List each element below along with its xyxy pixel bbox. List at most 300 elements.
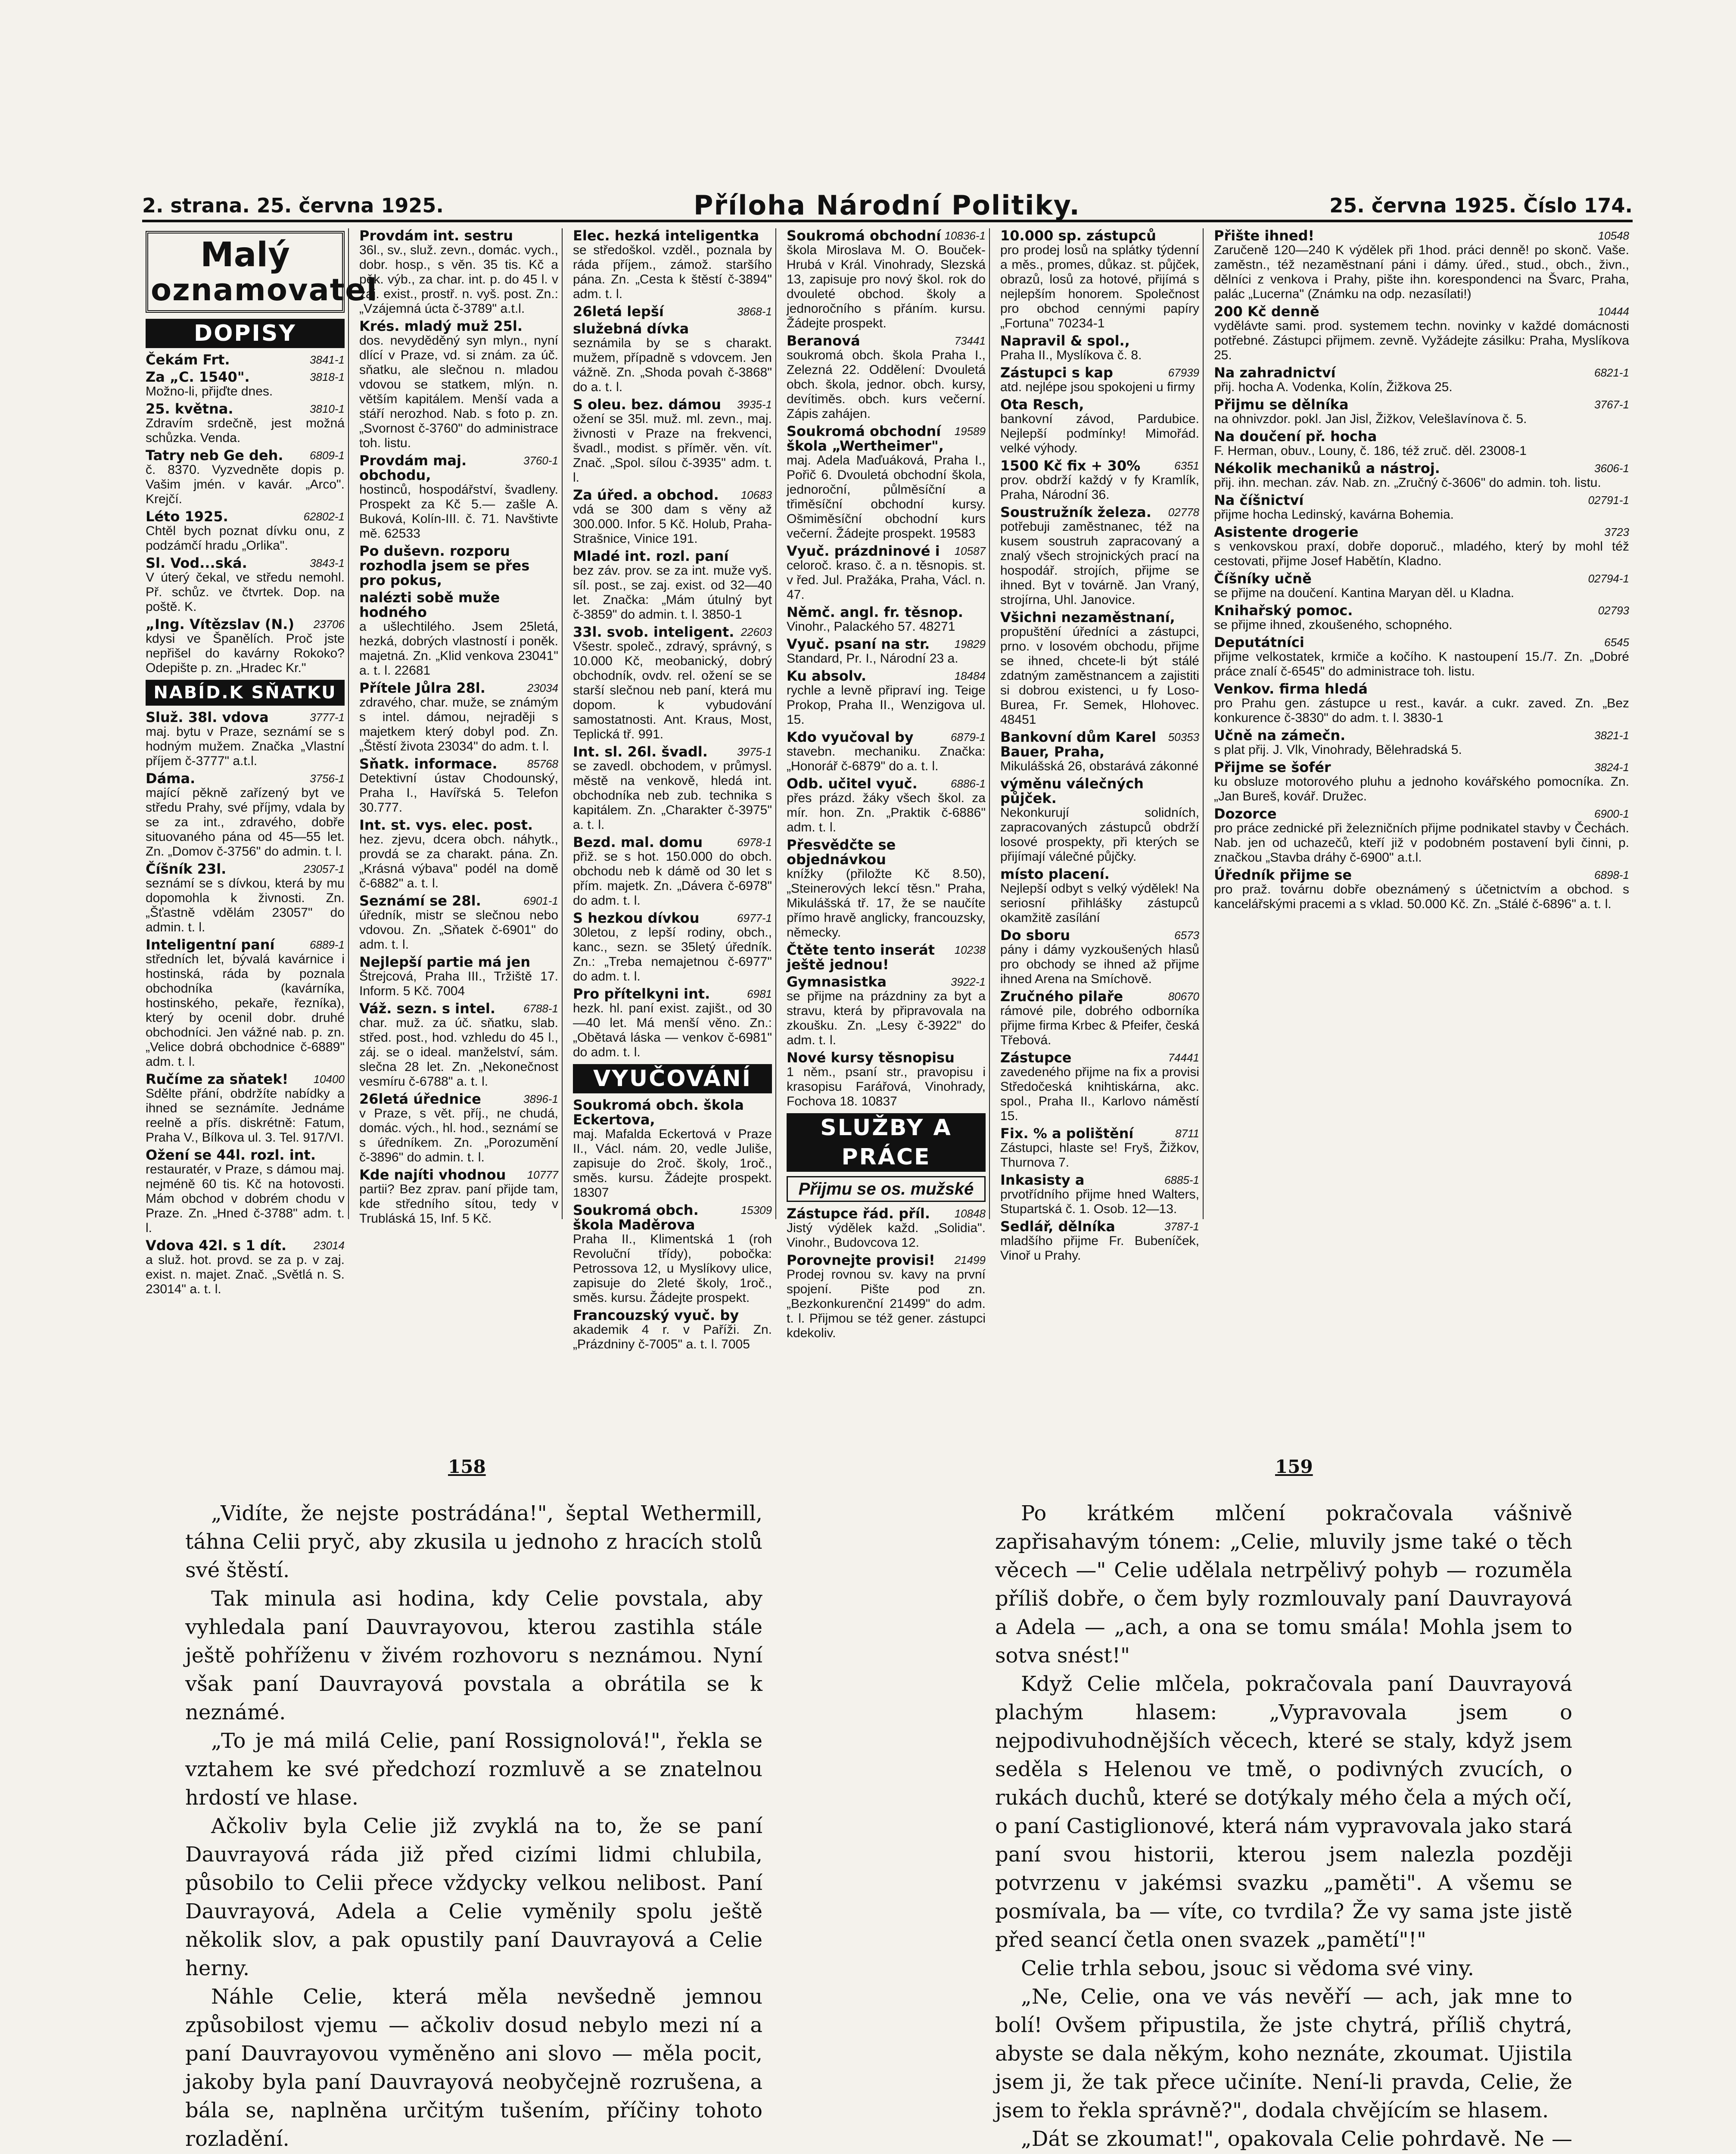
ad-code: 19589 bbox=[954, 425, 986, 438]
ad-code: 6900-1 bbox=[1594, 807, 1629, 820]
ad-headline: Inkasisty a bbox=[1000, 1172, 1085, 1188]
classified-ad bbox=[359, 1001, 558, 1089]
ad-code: 3824-1 bbox=[1594, 761, 1629, 774]
ad-headline: Přijmu se dělníka bbox=[1214, 396, 1349, 413]
classified-ad bbox=[1000, 1219, 1199, 1263]
ad-code: 6821-1 bbox=[1594, 366, 1629, 379]
classified-ad bbox=[146, 1072, 345, 1145]
ad-code: 6545 bbox=[1604, 636, 1629, 649]
ad-headline: Zástupce bbox=[1000, 1049, 1072, 1066]
ad-headline: Soukromá obch. škola Maděrova bbox=[573, 1202, 699, 1233]
ad-body: partii? Bez zprav. paní přijde tam, kde středního sítou, tedy v Trubláská 15, Inf. 5 Kč. bbox=[359, 1182, 558, 1226]
section-heading-sluzby: SLUŽBY A PRÁCE bbox=[787, 1113, 986, 1172]
ad-headline: Zástupce řád. příl. bbox=[787, 1205, 930, 1222]
ad-code: 3818-1 bbox=[310, 370, 345, 383]
ad-body: soukromá obch. škola Praha I., Zelezná 22. Oddělení: Dvouletá obch. škola, jednor. obch. kursy, devítiměs. obch. kurs večerní. Zápis zahájen. bbox=[787, 348, 986, 421]
ad-body: ožení se 35l. muž. ml. zevn., maj. živnosti v Praze na frekvenci, švadl., modist. s příměr. věn. vít. Znač. „Spol. sílou č-3935" adm. t. l. bbox=[573, 412, 772, 485]
classified-ad bbox=[1214, 603, 1629, 632]
classified-ad bbox=[573, 304, 772, 319]
ad-code: 50353 bbox=[1168, 731, 1199, 744]
ad-code: 3841-1 bbox=[310, 353, 345, 366]
ad-body: Detektivní ústav Chodounský, Praha I., Havířská 5. Telefon 30.777. bbox=[359, 771, 558, 815]
ad-code: 10238 bbox=[954, 943, 986, 956]
ad-body: hostinců, hospodářství, švadleny. Prospekt za Kč 5.— zašle A. Buková, Kolín-III. č. 71. Navštivte mě. 62533 bbox=[359, 482, 558, 541]
classified-ad bbox=[787, 605, 986, 634]
ad-code: 67939 bbox=[1168, 366, 1199, 379]
ad-body: akademik 4 r. v Paříži. Zn. „Prázdniny č-7005" a. t. l. 7005 bbox=[573, 1323, 772, 1351]
ad-body: Zástupci, hlaste se! Fryš, Žižkov, Thurnova 7. bbox=[1000, 1141, 1199, 1170]
ad-headline: Přítele Jůlra 28l. bbox=[359, 680, 485, 696]
classified-ad bbox=[146, 862, 345, 935]
ad-code: 3935-1 bbox=[737, 398, 772, 411]
section-heading-dopisy: DOPISY bbox=[146, 319, 345, 348]
ad-code: 3777-1 bbox=[310, 711, 345, 724]
ad-code: 22603 bbox=[740, 626, 772, 638]
ad-body: 36l., sv., služ. zevn., domác. vych., dobr. hosp., s věn. 35 tis. Kč a pěk. výb., za char. int. p. do 45 l. v zaj. exist., prostř. n. vyš. post. Zn.: „Vzájemná úcta č-3789" a.t.l. bbox=[359, 243, 558, 316]
ad-headline: Krés. mladý muž 25l. bbox=[359, 318, 523, 334]
ad-headline: Sl. Vod...ská. bbox=[146, 555, 247, 571]
ad-code: 3810-1 bbox=[310, 402, 345, 415]
ad-body: středních let, bývalá kavárnice i hostinská, ráda by poznala obchodníka (kavárníka, hostinského, pekaře, řezníka), který by ocenil dobr. druhé obchodníci. Jen vážné nab. p. zn. „Velice dobrá obchodnice č-6889" adm. t. l. bbox=[146, 952, 345, 1069]
classified-ad bbox=[787, 776, 986, 835]
ad-headline: 25. května. bbox=[146, 401, 233, 417]
classified-ad bbox=[146, 352, 345, 367]
ad-body: Štrejcová, Praha III., Tržiště 17. Inform. 5 Kč. 7004 bbox=[359, 969, 558, 998]
ad-code: 3767-1 bbox=[1594, 398, 1629, 411]
ad-headline: výměnu válečných půjček. bbox=[1000, 775, 1144, 806]
ad-body: Možno-li, přijďte dnes. bbox=[146, 384, 273, 398]
ad-headline: Kdo vyučoval by bbox=[787, 729, 914, 745]
ad-code: 3843-1 bbox=[310, 557, 345, 570]
ad-code: 6977-1 bbox=[737, 912, 772, 924]
ad-body: Zaručeně 120—240 K výdělek při 1hod. práci denně! po skonč. Vaše. zaměstn., též nezaměstnaní páni i dámy. úřed., stud., obch., živn., dělníci z venkova i Prahy, pište ihn. korespondenci na Švarc, Praha, palác „Lucerna" (Známku na odp. nezasílati!) bbox=[1214, 243, 1629, 301]
ad-body: Zdravím srdečně, jest možná schůzka. Venda. bbox=[146, 416, 345, 445]
ad-headline: místo placení. bbox=[1000, 866, 1110, 882]
ad-code: 10836-1 bbox=[944, 229, 986, 242]
ad-code: 6885-1 bbox=[1164, 1173, 1199, 1186]
classified-ad bbox=[1214, 304, 1629, 363]
ad-headline: Zručného pilaře bbox=[1000, 988, 1123, 1005]
ad-code: 23706 bbox=[313, 618, 345, 631]
classified-ad bbox=[787, 1253, 986, 1341]
classified-ad bbox=[1214, 806, 1629, 865]
classified-ad bbox=[1214, 493, 1629, 522]
classified-ad bbox=[146, 1238, 345, 1297]
header-date-right: 25. června 1925. Číslo 174. bbox=[1329, 194, 1633, 217]
classified-ad bbox=[787, 669, 986, 727]
classified-ad bbox=[573, 228, 772, 302]
classified-ad bbox=[359, 590, 558, 678]
ad-body: Nejlepší odbyt s velký výdělek! Na seriosní přihlášky zástupců okamžitě zasílání bbox=[1000, 881, 1199, 925]
ad-headline: Asistente drogerie bbox=[1214, 524, 1359, 540]
ad-body: mladšího přijme Fr. Bubeníček, Vinoř u Prahy. bbox=[1000, 1234, 1199, 1263]
classified-ad bbox=[573, 397, 772, 485]
ad-code: 3868-1 bbox=[737, 305, 772, 318]
ad-headline: Francouzský vyuč. by bbox=[573, 1307, 739, 1323]
ad-code: 3922-1 bbox=[951, 975, 986, 988]
ad-headline: Na doučení př. hocha bbox=[1214, 428, 1377, 445]
classified-ad bbox=[573, 1308, 772, 1352]
ad-headline: Deputátníci bbox=[1214, 634, 1304, 651]
ad-headline: Porovnejte provisi! bbox=[787, 1252, 935, 1268]
classified-ad bbox=[787, 544, 986, 602]
ad-headline: Bankovní dům Karel Bauer, Praha, bbox=[1000, 729, 1156, 760]
classified-ad bbox=[146, 402, 345, 445]
masthead-line-1: Malý bbox=[200, 236, 290, 274]
ad-body: hez. zjevu, dcera obch. náhytk., provdá se za charakt. pána. Zn. „Krásná výbava" podél na domě č-6882" a. t. l. bbox=[359, 832, 558, 890]
ad-code: 85768 bbox=[527, 757, 558, 770]
ad-headline: Beranová bbox=[787, 333, 860, 349]
ad-code: 15309 bbox=[740, 1204, 772, 1217]
ad-code: 21499 bbox=[954, 1254, 986, 1267]
ad-headline: Vyuč. psaní na str. bbox=[787, 636, 930, 652]
ad-body: bez záv. prov. se za int. muže vyš. síl. post., se zaj. exist. od 32—40 let. Značka: „Mám útulný byt č-3859" do admin. t. l. 3850-1 bbox=[573, 563, 772, 622]
ad-column-6 bbox=[1210, 228, 1633, 1219]
ad-body: na ohnivzdor. pokl. Jan Jisl, Žižkov, Velešlavínova č. 5. bbox=[1214, 412, 1527, 426]
classified-ad bbox=[359, 955, 558, 999]
classified-ad bbox=[787, 1206, 986, 1250]
ad-headline: Soukromá obchodní škola „Wertheimer", bbox=[787, 423, 944, 454]
ad-headline: Sňatk. informace. bbox=[359, 756, 498, 772]
ad-headline: Na číšnictví bbox=[1214, 492, 1304, 508]
ad-headline: Zástupci s kap bbox=[1000, 364, 1113, 381]
ad-code: 6788-1 bbox=[523, 1002, 558, 1015]
ad-body: škola Miroslava M. O. Bouček-Hrubá v Král. Vinohrady, Slezská 13, zapisuje pro nový škol. rok do dvouleté obchod. školy a jednoročního s přáním. kursu. Žádejte prospekt. bbox=[787, 243, 986, 330]
ad-headline: Dáma. bbox=[146, 770, 196, 787]
ad-code: 6809-1 bbox=[310, 449, 345, 462]
ad-headline: Číšníky učně bbox=[1214, 570, 1312, 587]
header-publication-title: Příloha Národní Politiky. bbox=[694, 190, 1080, 221]
ad-headline: Seznámí se 28l. bbox=[359, 893, 481, 909]
ad-body: maj. bytu v Praze, seznámí se s hodným mužem. Značka „Vlastní příjem č-3777" a.t.l. bbox=[146, 725, 345, 768]
ad-body: Praha II., Klimentská 1 (roh Revoluční třídy), pobočka: Petrossova 12, u Myslíkovy ulice, zapisuje do 2leté školy, 1roč., směs. kursu. Žádejte prospekt. bbox=[573, 1232, 772, 1305]
story-paragraph: „Vidíte, že nejste postrádána!", šeptal Wethermill, táhna Celii pryč, aby zkusila u jednoho z hracích stolů své štěstí. bbox=[185, 1501, 762, 1582]
classified-ad bbox=[1000, 333, 1199, 363]
classified-ad bbox=[146, 937, 345, 1069]
classified-ad bbox=[573, 1203, 772, 1305]
ad-headline: Elec. hezká inteligentka bbox=[573, 227, 759, 244]
ad-body: pro prodej losů na splátky týdenní a měs., promes, důkaz. st. půjček, obrazů, losů za hotové, přijímá s nejlepším honorem. Společnost pro obchod cennými papíry „Fortuna" 70234-1 bbox=[1000, 243, 1199, 330]
classified-ad bbox=[1214, 571, 1629, 601]
ad-headline: Za „C. 1540". bbox=[146, 369, 250, 385]
classified-ad bbox=[1000, 1173, 1199, 1217]
classified-ad bbox=[787, 974, 986, 1048]
ad-headline: Ručíme za sňatek! bbox=[146, 1071, 289, 1087]
classified-ad bbox=[1000, 867, 1199, 925]
ad-headline: Ku absolv. bbox=[787, 668, 867, 684]
ad-headline: Němč. angl. fr. těsnop. bbox=[787, 604, 963, 620]
ad-headline: služebná dívka bbox=[573, 321, 689, 337]
ad-code: 3821-1 bbox=[1594, 729, 1629, 742]
ad-body: zavedeného přijme na fix a provisi Středočeská knihtiskárna, akc. spol., Praha II., Karlovo náměstí 15. bbox=[1000, 1065, 1199, 1123]
ad-body: č. 8370. Vyzvedněte dopis p. Vašim jmén. v kavár. „Arco". Krejčí. bbox=[146, 463, 345, 506]
ad-headline: Učně na zámečn. bbox=[1214, 727, 1346, 744]
ad-headline: Fix. % a polištění bbox=[1000, 1125, 1134, 1142]
classified-ad bbox=[1000, 228, 1199, 331]
ad-body: a služ. hot. provd. se za p. v zaj. exist. n. majet. Znač. „Světlá n. S. 23014" a. t. l. bbox=[146, 1253, 345, 1296]
classified-ad bbox=[359, 453, 558, 541]
ad-headline: Přesvědčte se objednávkou bbox=[787, 837, 896, 868]
section-heading-nabidky: NABÍD.K SŇATKU bbox=[146, 680, 345, 706]
ad-code: 02793 bbox=[1598, 604, 1629, 617]
ad-code: 02794-1 bbox=[1588, 572, 1629, 585]
ad-code: 6901-1 bbox=[523, 894, 558, 907]
ad-headline: Vyuč. prázdninové i bbox=[787, 543, 940, 559]
ad-body: F. Herman, obuv., Louny, č. 186, též zruč. děl. 23008-1 bbox=[1214, 444, 1527, 458]
classified-ad bbox=[1000, 397, 1199, 456]
ad-headline: Soustružník železa. bbox=[1000, 504, 1151, 520]
classified-ad bbox=[146, 556, 345, 614]
masthead-line-2: oznamovatel bbox=[151, 272, 378, 308]
ad-code: 3606-1 bbox=[1594, 462, 1629, 475]
classified-ad bbox=[1214, 365, 1629, 395]
ad-headline: Knihařský pomoc. bbox=[1214, 602, 1353, 619]
section-heading-vyucovani: VYUČOVÁNÍ bbox=[573, 1064, 772, 1093]
classified-ad bbox=[1214, 228, 1629, 302]
ad-body: přes prázd. žáky všech škol. za mír. hon. Zn. „Praktik č-6886" adm. t. l. bbox=[787, 791, 986, 834]
classified-ad bbox=[1000, 989, 1199, 1048]
ad-body: bankovní závod, Pardubice. Nejlepší podmínky! Mimořád. velké výhody. bbox=[1000, 412, 1199, 455]
ad-body: Sdělte přání, obdržíte nabídky a ihned se seznámíte. Jednáme reelně a přís. diskrétně: Fatum, Praha V., Bílkova ul. 3. Tel. 917/VI. bbox=[146, 1086, 345, 1145]
classified-ad bbox=[1000, 1126, 1199, 1170]
ad-body: Praha II., Myslíkova č. 8. bbox=[1000, 348, 1142, 362]
ad-column-1 bbox=[142, 228, 378, 1296]
classified-ad bbox=[359, 228, 558, 316]
ad-body: restauratér, v Praze, s dámou maj. nejméně 60 tis. Kč na hotovosti. Mám obchod v dobrém chodu v Praze. Zn. „Hned č-3788" adm. t. l. bbox=[146, 1162, 345, 1235]
ad-code: 3975-1 bbox=[737, 745, 772, 758]
ad-headline: Přijme se šofér bbox=[1214, 759, 1331, 775]
ad-code: 74441 bbox=[1168, 1051, 1199, 1064]
ad-code: 3756-1 bbox=[310, 772, 345, 785]
ad-headline: Napravil & spol., bbox=[1000, 333, 1130, 349]
story-paragraph: „Ne, Celie, ona ve vás nevěří — ach, jak mne to bolí! Ovšem připustila, že jste chytrá, příliš chytrá, abyste se dala někým, koho neznáte, zkoumat. Ujistila jsem ji, že tak přece učiníte. Není-li pravda, Celie, že jsem to řekla správně?", dodala chvějícím se hlasem. bbox=[995, 1985, 1572, 2123]
ad-body: se přijme na prázdniny za byt a stravu, která by připravovala na zkoušku. Zn. „Lesy č-3922" do adm. t. l. bbox=[787, 989, 986, 1047]
classified-ad bbox=[787, 943, 986, 972]
classified-ad bbox=[146, 509, 345, 553]
header-date-left: 2. strana. 25. června 1925. bbox=[142, 194, 444, 217]
section-subheading: Přijmu se os. mužské bbox=[787, 1176, 986, 1202]
ad-headline: 200 Kč denně bbox=[1214, 303, 1319, 320]
classified-ad bbox=[573, 321, 772, 395]
ad-headline: Nejlepší partie má jen bbox=[359, 954, 531, 970]
ad-headline: Ožení se 44l. rozl. int. bbox=[146, 1147, 316, 1163]
classified-ad bbox=[1214, 635, 1629, 679]
classified-ad bbox=[1214, 525, 1629, 569]
ad-headline: 26letá úřednice bbox=[359, 1091, 481, 1107]
classified-ad bbox=[573, 488, 772, 546]
classified-ad bbox=[1000, 776, 1199, 864]
ad-body: v Praze, s vět. příj., ne chudá, domác. vých., hl. hod., seznámí se s úředníkem. Zn. „Porozumění č-3896" do admin. t. l. bbox=[359, 1106, 558, 1164]
ad-body: hezk. hl. paní exist. zajišt., od 30—40 let. Má menší věno. Zn.: „Obětavá láska — venkov č-6981" do adm. t. l. bbox=[573, 1001, 772, 1059]
ad-headline: „Ing. Vítězslav (N.) bbox=[146, 616, 295, 632]
ad-headline: Přište ihned! bbox=[1214, 227, 1315, 244]
ad-body: úředník, mistr se slečnou nebo vdovou. Zn. „Sňatek č-6901" do adm. t. l. bbox=[359, 908, 558, 952]
ad-headline: Odb. učitel vyuč. bbox=[787, 775, 918, 792]
ad-headline: Int. sl. 26l. švadl. bbox=[573, 744, 708, 760]
ad-headline: Inteligentní paní bbox=[146, 937, 275, 953]
ad-headline: 1500 Kč fix + 30% bbox=[1000, 458, 1141, 474]
page-number-right: 159 bbox=[1275, 1456, 1313, 1477]
ad-headline: Čtěte tento inserát ještě jednou! bbox=[787, 942, 935, 973]
ad-body: pro Prahu gen. zástupce u rest., kavár. a cukr. zaved. Zn. „Bez konkurence č-3830" do adm. t. l. 3830-1 bbox=[1214, 696, 1629, 725]
story-paragraph: Po krátkém mlčení pokračovala vášnivě zapřisahavým tónem: „Celie, mluvily jsme také o těch věcech —" Celie udělala netrpělivý pohyb — rozuměla příliš dobře, o čem byly rozmlouvaly paní Dauvrayová a Adela — „ach, a ona se tomu smála! Mohla jsem to sotva snést!" bbox=[995, 1501, 1572, 1668]
ad-body: Prodej rovnou sv. kavy na první spojení. Pište pod zn. „Bezkonkurenční 21499" do adm. t. l. Přijmou se též gener. zástupci kdekoliv. bbox=[787, 1267, 986, 1340]
ad-code: 6898-1 bbox=[1594, 868, 1629, 881]
classified-ad bbox=[573, 911, 772, 984]
classified-ad bbox=[573, 549, 772, 622]
ad-code: 6889-1 bbox=[310, 938, 345, 951]
story-column-right bbox=[995, 1499, 1572, 2154]
ad-body: V úterý čekal, ve středu nemohl. Př. schůz. ve čtvrtek. Dop. na poště. K. bbox=[146, 570, 345, 614]
ad-body: seznámí se s dívkou, která by mu dopomohla k živnosti. Zn. „Šťastně vdělám 23057" do admin. t. l. bbox=[146, 876, 345, 934]
ad-column-5 bbox=[997, 227, 1204, 1263]
ad-code: 10400 bbox=[313, 1073, 345, 1086]
ad-body: maj. Mafalda Eckertová v Praze II., Václ. nám. 20, vedle Juliše, zapisuje do 2roč. školy, 1roč., směs. kursu. Žádejte prospekt. 18307 bbox=[573, 1127, 772, 1200]
ad-body: Vinohr., Palackého 57. 48271 bbox=[787, 619, 955, 634]
ad-headline: Dozorce bbox=[1214, 806, 1277, 822]
ad-headline: Provdám int. sestru bbox=[359, 227, 513, 244]
classified-ad bbox=[146, 370, 345, 399]
classified-ads-section bbox=[142, 227, 1633, 1351]
ad-code: 3723 bbox=[1604, 526, 1629, 538]
ad-body: se přijme ihned, zkoušeného, schopného. bbox=[1214, 618, 1453, 632]
ad-headline: 33l. svob. inteligent. bbox=[573, 624, 734, 640]
ad-headline: Léto 1925. bbox=[146, 508, 228, 525]
classified-ad bbox=[359, 681, 558, 754]
ad-code: 73441 bbox=[954, 334, 986, 347]
story-paragraph: Ačkoliv byla Celie již zvyklá na to, že se paní Dauvrayová ráda již před cizími lidmi chlubila, působilo to Celii přece vždycky velkou nelibost. Paní Dauvrayová, Adela a Celie vyměnily spolu ještě několik slov, a pak opustily paní Dauvrayová a Celie herny. bbox=[185, 1814, 762, 1980]
page-header bbox=[142, 190, 1633, 222]
ad-body: zdravého, char. muže, se známým s intel. dámou, nejraději s majetkem který dobyl pod. Zn. „Štěstí života 23034" do adm. t. l. bbox=[359, 695, 558, 753]
classified-ad bbox=[359, 893, 558, 952]
story-column-left bbox=[185, 1499, 762, 2154]
classified-ad bbox=[359, 1092, 558, 1165]
ad-body: knížky (přiložte Kč 8.50), „Steinerových lekcí těsn." Praha, Mikulášská tř. 17, že se naučíte přímo hravě anglicky, francouzsky, německy. bbox=[787, 867, 986, 940]
ad-body: přij. hocha A. Vodenka, Kolín, Žižkova 25. bbox=[1214, 380, 1453, 394]
ad-body: se přijme na doučení. Kantina Maryan děl. u Kladna. bbox=[1214, 586, 1515, 600]
ad-headline: nalézti sobě muže hodného bbox=[359, 589, 500, 620]
classified-ad bbox=[1000, 928, 1199, 987]
ad-code: 3787-1 bbox=[1164, 1220, 1199, 1233]
ad-body: Chtěl bych poznat dívku onu, z podzámčí hradu „Orlika". bbox=[146, 524, 345, 553]
ad-headline: Venkov. firma hledá bbox=[1214, 681, 1368, 697]
classified-ad bbox=[1000, 505, 1199, 607]
ad-code: 10777 bbox=[527, 1168, 558, 1181]
ad-body: dos. nevyděděný syn mlyn., nyní dlící v Praze, vd. si znám. za úč. sňatku, ale slečnou n. mladou vdovou se statkem, mlýn. n. větším kapitálem. Menší vada a stáří nerozhod. Nab. s foto p. zn. „Svornost č-3760" do administrace toh. listu. bbox=[359, 333, 558, 450]
classified-ad bbox=[573, 625, 772, 742]
ad-code: 10683 bbox=[740, 489, 772, 501]
classified-ad bbox=[573, 835, 772, 908]
classified-ad bbox=[146, 710, 345, 769]
ad-body: Všestr. společ., zdravý, správný, s 10.000 Kč, meobanický, dobrý obchodník, ovdv. rel. ožení se se starší slečnou neb paní, která mu dopom. k vybudování samostatnosti. Ant. Kraus, Most, Teplická tř. 991. bbox=[573, 639, 772, 741]
ad-body: 1 něm., psaní str., pravopisu i krasopisu Farářová, Vinohrady, Fochova 18. 10837 bbox=[787, 1065, 986, 1108]
classified-ad bbox=[787, 730, 986, 774]
ad-code: 10548 bbox=[1598, 229, 1629, 242]
ad-headline: Soukromá obchodní bbox=[787, 227, 941, 244]
ad-body: potřebuji zaměstnanec, též na kusem soustruh zapracovaný a znalý všech strojnických prací na hospodář. strojích, přijme se ihned. Byt v továrně. Jan Vraný, strojírna, Uhl. Janovice. bbox=[1000, 520, 1199, 607]
story-paragraph: Když Celie mlčela, pokračovala paní Dauvrayová plachým hlasem: „Vypravovala jsem o nejpodivuhodnějších věcech, které se staly, když jsem seděla s Helenou ve tmě, o podivných zvucích, o rukách duchů, které se dotýkaly mého čela a mých očí, o paní Castiglionové, která nám vypravovala jako stará paní svou historii, kterou jsem nalezla později potvrzenu v jakémsi svazku „paměti". A všemu se posmívala, ba — víte, co tvrdila? Že vy sama jste jistě před seancí četla onen svazek „pamětí"!" bbox=[995, 1672, 1572, 1952]
ad-column-4 bbox=[783, 227, 990, 1340]
ad-body: vydělávte sami. prod. systemem techn. novinky v každé domácnosti potřebné. Zástupci přijmem. zevně. Vyžádejte zásilku: Praha, Myslíkova 25. bbox=[1214, 319, 1629, 362]
ad-headline: S oleu. bez. dámou bbox=[573, 396, 722, 413]
ad-body: celoroč. kraso. č. a n. těsnopis. st. v řed. Jul. Pražáka, Praha, Václ. n. 47. bbox=[787, 558, 986, 602]
ad-body: se středoškol. vzděl., poznala by ráda příjem., zámož. staršího pána. Zn. „Cesta k štěstí č-3894" adm. t. l. bbox=[573, 243, 772, 301]
ad-body: a ušlechtilého. Jsem 25letá, hezká, dobrých vlastností i poněk. majetná. Zn. „Klid venkova 23041" a. t. l. 22681 bbox=[359, 619, 558, 678]
ad-body: vdá se 300 dam s věny až 300.000. Infor. 5 Kč. Holub, Praha-Strašnice, Vinice 191. bbox=[573, 502, 772, 546]
ad-body: prvotřídního přijme hned Walters, Stupartská č. 1. Osob. 12—13. bbox=[1000, 1187, 1199, 1216]
classified-ad bbox=[1214, 397, 1629, 426]
ad-code: 23034 bbox=[527, 682, 558, 694]
classified-ad bbox=[359, 818, 558, 891]
classified-ad bbox=[359, 544, 558, 588]
ad-code: 23057-1 bbox=[303, 862, 345, 875]
story-paragraph: Celie trhla sebou, jsouc si vědoma své viny. bbox=[1021, 1956, 1475, 1980]
ad-code: 80670 bbox=[1168, 990, 1199, 1003]
classified-ad bbox=[1000, 730, 1199, 774]
ad-body: mající pěkně zařízený byt ve středu Prahy, své příjmy, vdala by se za int., zdravého, dobře situovaného pána od 45—55 let. Zn. „Domov č-3756" do admin. t. l. bbox=[146, 786, 345, 859]
classified-ad bbox=[1214, 760, 1629, 804]
ad-headline: Váž. sezn. s intel. bbox=[359, 1000, 496, 1017]
ad-headline: Tatry neb Ge deh. bbox=[146, 447, 283, 464]
ad-body: pro praž. továrnu dobře obeznámený s účetnictvím a obchod. s kancelářskými pracemi a s vklad. 50.000 Kč. Zn. „Stálé č-6896" a. t. l. bbox=[1214, 882, 1629, 911]
classified-ad bbox=[787, 228, 986, 331]
ad-headline: Všichni nezaměstnaní, bbox=[1000, 609, 1175, 626]
classified-ad bbox=[787, 1050, 986, 1109]
ad-headline: Nékolik mechaniků a nástroj. bbox=[1214, 460, 1440, 476]
ad-body: přijme hocha Ledinský, kavárna Bohemia. bbox=[1214, 507, 1454, 522]
classified-ad bbox=[573, 987, 772, 1060]
ad-body: stavebn. mechaniku. Značka: „Honorář č-6879" do a. t. l. bbox=[787, 744, 986, 773]
ad-code: 6879-1 bbox=[951, 731, 986, 744]
ad-headline: Vdova 42l. s 1 dít. bbox=[146, 1237, 286, 1254]
ad-headline: S hezkou dívkou bbox=[573, 910, 700, 926]
story-paragraph: „To je má milá Celie, paní Rossignolová!", řekla se vztahem ke své předchozí rozmluvě a se znatelnou hrdostí ve hlase. bbox=[185, 1729, 762, 1810]
classified-ad bbox=[359, 756, 558, 815]
classified-ad bbox=[1214, 728, 1629, 757]
ad-body: s plat přij. J. Vlk, Vinohrady, Bělehradská 5. bbox=[1214, 743, 1462, 757]
ad-headline: Nové kursy těsnopisu bbox=[787, 1049, 955, 1066]
ad-body: Standard, Pr. I., Národní 23 a. bbox=[787, 651, 958, 666]
ad-headline: Za úřed. a obchod. bbox=[573, 487, 719, 503]
ad-code: 3896-1 bbox=[523, 1093, 558, 1105]
classified-ad bbox=[359, 319, 558, 451]
ad-code: 02791-1 bbox=[1588, 494, 1629, 507]
classified-ad bbox=[1214, 429, 1629, 458]
ad-body: Jistý výdělek každ. „Solidia". Vinohr., Budovcova 12. bbox=[787, 1221, 986, 1250]
ad-code: 10444 bbox=[1598, 305, 1629, 318]
classified-ad bbox=[573, 1098, 772, 1200]
ad-headline: Ota Resch, bbox=[1000, 396, 1084, 413]
ad-headline: Int. st. vys. elec. post. bbox=[359, 817, 533, 833]
ad-headline: Po duševn. rozporu rozhodla jsem se přes pro pokus, bbox=[359, 543, 530, 588]
classified-ad bbox=[1214, 868, 1629, 912]
ad-headline: Sedlář, dělníka bbox=[1000, 1218, 1115, 1235]
ad-body: přiž. se s hot. 150.000 do obch. obchodu neb k dámě od 30 let s přím. majetk. Zn. „Dávera č-6978" do adm. t. l. bbox=[573, 850, 772, 908]
ad-code: 10848 bbox=[954, 1207, 986, 1220]
story-paragraph: Náhle Celie, která měla nevšedně jemnou způsobilost vjemu — ačkoliv dosud nebylo mezi ní a paní Dauvrayovou vyměněno ani slovo — měla pocit, jakoby byla paní Dauvrayová neobyčejně rozrušena, a bála se, naplněna určitým tušením, příčiny tohoto rozladění. bbox=[185, 1985, 762, 2151]
ad-headline: Čekám Frt. bbox=[146, 352, 230, 368]
ad-code: 6351 bbox=[1174, 459, 1199, 472]
ad-body: atd. nejlépe jsou spokojeni u firmy bbox=[1000, 380, 1195, 394]
ad-headline: Gymnasistka bbox=[787, 974, 887, 990]
ad-headline: Provdám maj. obchodu, bbox=[359, 452, 467, 483]
classified-ad bbox=[1214, 682, 1629, 725]
ad-body: přij. ihn. mechan. záv. Nab. zn. „Zručný č-3606" do admin. toh. listu. bbox=[1214, 476, 1601, 490]
page-number-left: 158 bbox=[448, 1456, 486, 1477]
ad-body: ku obsluze motorového pluhu a jednoho kovářského pomocníka. Zn. „Jan Bureš, kovář. Družec. bbox=[1214, 775, 1629, 803]
ad-code: 6978-1 bbox=[737, 836, 772, 849]
ad-code: 23014 bbox=[313, 1239, 345, 1252]
